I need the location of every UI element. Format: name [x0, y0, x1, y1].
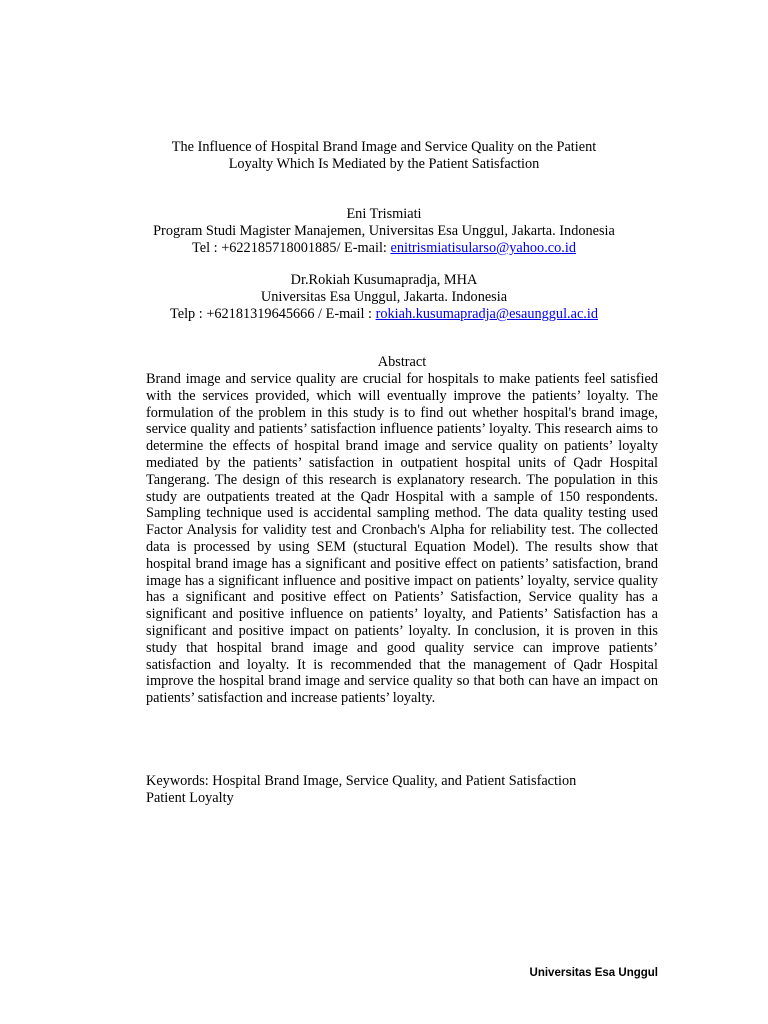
abstract-body: Brand image and service quality are crucial for hospitals to make patients feel satisfied with the services provided, which will eventually improve the patients’ loyalty. The formulation of the problem in this study is to find out whether hospital's brand image, service quality and patients’ satisfaction influence patients’ loyalty. This research aims to determine the effects of hospital brand image and service quality on patients’ loyalty mediated by the patients’ satisfaction in outpatient hospital units of Qadr Hospital Tangerang. The design of this research is explanatory research. The population in this study are outpatients treated at the Qadr Hospital with a sample of 150 respondents. Sampling technique used is accidental sampling method. The data quality testing used Factor Analysis for validity test and Cronbach's Alpha for reliability test. The collected data is processed by using SEM (stuctural Equation Model). The results show that hospital brand image has a significant and positive effect on patients’ satisfaction, brand image has a significant influence and positive impact on patients’ loyalty, service quality has a significant and positive effect on Patients’ Satisfaction, Service quality has a significant and positive influence on patients’ loyalty, and Patients’ Satisfaction has a significant and positive impact on patients’ loyalty. In conclusion, it is proven in this study that hospital brand image and good quality service can improve patients’ satisfaction and loyalty. It is recommended that the management of Qadr Hospital improve the hospital brand image and service quality so that both can have an impact on patients’ satisfaction and increase patients’ loyalty.: [146, 371, 658, 707]
paper-title: [120, 139, 648, 173]
abstract-heading: Abstract: [377, 354, 427, 370]
paper-title-line-2: Loyalty Which Is Mediated by the Patient Satisfaction: [228, 156, 540, 172]
author-1-affiliation: Program Studi Magister Manajemen, Universitas Esa Unggul, Jakarta. Indonesia: [153, 223, 615, 239]
keywords: [146, 773, 658, 807]
keywords-line-2: Patient Loyalty: [146, 790, 234, 806]
footer-institution: Universitas Esa Unggul: [529, 967, 658, 979]
author-2-affiliation: Universitas Esa Unggul, Jakarta. Indonesia: [260, 289, 508, 305]
author-2-name: Dr.Rokiah Kusumapradja, MHA: [290, 272, 478, 288]
keywords-line-1: Keywords: Hospital Brand Image, Service Quality, and Patient Satisfaction: [146, 773, 577, 789]
author-1-contact-prefix: Tel : +622185718001885/ E-mail:: [192, 240, 391, 256]
author-1-name: Eni Trismiati: [346, 206, 422, 222]
paper-title-line-1: The Influence of Hospital Brand Image and Service Quality on the Patient: [171, 139, 597, 155]
author-2-contact: [100, 306, 668, 323]
author-block-1: [100, 206, 668, 257]
author-block-2: [100, 272, 668, 323]
author-2-contact-prefix: Telp : +62181319645666 / E-mail :: [170, 306, 376, 322]
author-1-contact: [100, 240, 668, 257]
author-1-email-link[interactable]: enitrismiatisularso@yahoo.co.id: [390, 240, 576, 256]
author-2-email-link[interactable]: rokiah.kusumapradja@esaunggul.ac.id: [375, 306, 598, 322]
